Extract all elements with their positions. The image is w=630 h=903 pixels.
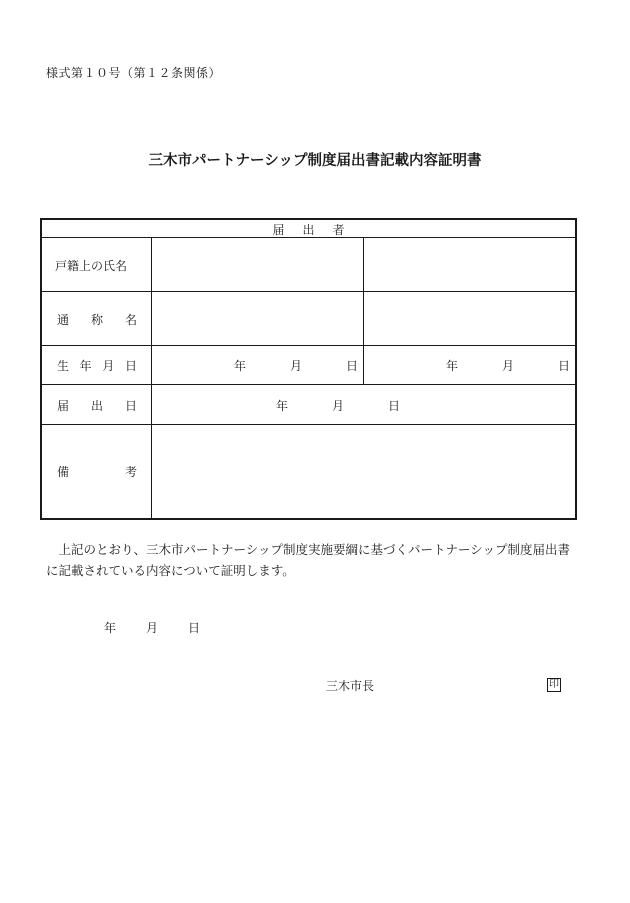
filing-date-field[interactable]: 年 月 日 [276, 399, 401, 413]
label-filing-date: 届出日 [57, 399, 137, 413]
name-field-person-2[interactable] [364, 238, 575, 291]
alias-field-person-2[interactable] [364, 292, 575, 345]
name-field-person-1[interactable] [152, 238, 363, 291]
certification-statement: 上記のとおり、三木市パートナーシップ制度実施要綱に基づくパートナーシップ制度届出書に記載されている内容について証明します。 [46, 542, 571, 578]
remarks-field[interactable] [152, 425, 575, 518]
seal-mark: 印 [549, 679, 559, 690]
label-birthdate: 生年月日 [57, 359, 137, 373]
alias-field-person-1[interactable] [152, 292, 363, 345]
label-remarks: 備考 [57, 465, 137, 479]
document-title: 三木市パートナーシップ制度届出書記載内容証明書 [148, 153, 482, 169]
label-registered-name: 戸籍上の氏名 [55, 259, 128, 273]
label-alias: 通称名 [57, 313, 137, 327]
certificate-table [40, 218, 577, 520]
table-header: 届出者 [272, 223, 363, 237]
mayor-title: 三木市長 [326, 679, 375, 693]
birthdate-field-person-2[interactable]: 年 月 日 [446, 359, 571, 373]
birthdate-field-person-1[interactable]: 年 月 日 [234, 359, 359, 373]
form-number: 様式第１０号（第１２条関係） [46, 66, 222, 80]
